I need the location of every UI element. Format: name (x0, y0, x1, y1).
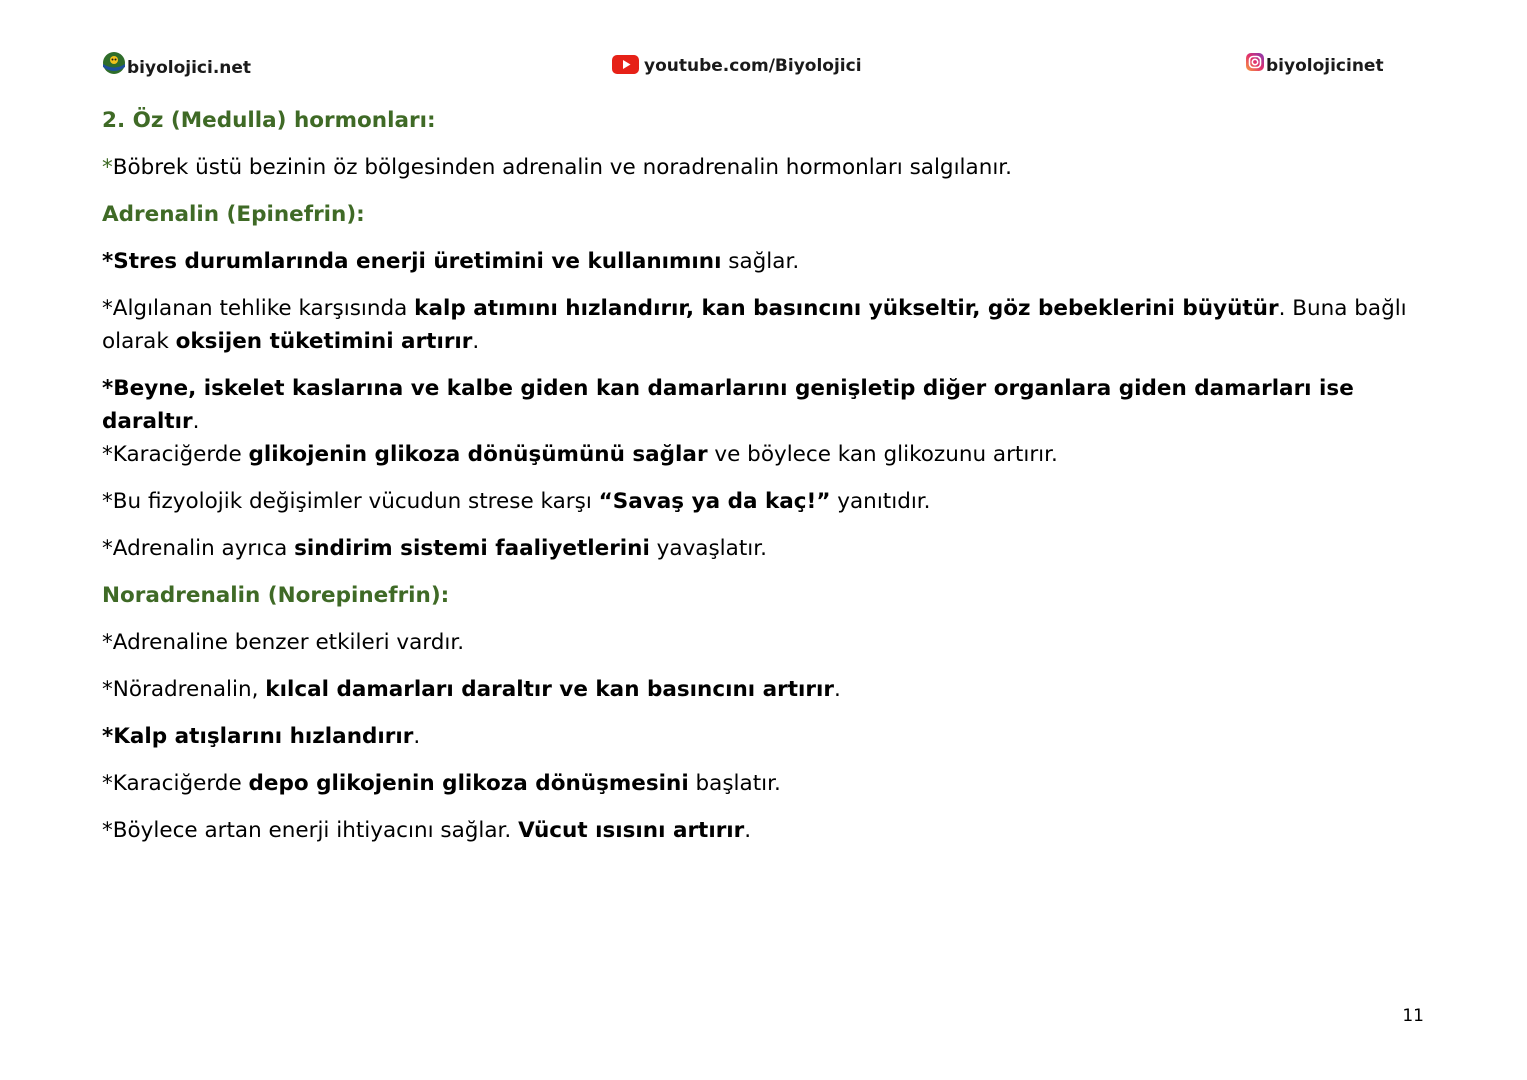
text-bold: depo glikojenin glikoza dönüşmesini (248, 771, 689, 796)
text-normal: *Bu fizyolojik değişimler vücudun strese karşı (102, 489, 599, 514)
text-bold: Vücut ısısını artırır (518, 818, 745, 843)
text-normal: *Nöradrenalin, (102, 677, 266, 702)
youtube-link-text: youtube.com/Biyolojici (644, 56, 862, 76)
noradrenalin-heading: Noradrenalin (Norepinefrin): (102, 583, 450, 608)
noradrenalin-paragraph-3 (102, 720, 1422, 753)
header-instagram[interactable] (1246, 56, 1384, 76)
text-bold: kalp atımını hızlandırır, kan basıncını yükseltir, göz bebeklerini büyütür (414, 296, 1279, 321)
adrenalin-paragraph-1 (102, 245, 1422, 278)
noradrenalin-paragraph-1: *Adrenaline benzer etkileri vardır. (102, 630, 465, 655)
text-normal: yanıtıdır. (830, 489, 931, 514)
site-name: biyolojici.net (127, 58, 252, 78)
text-bold: oksijen tüketimini artırır (175, 329, 473, 354)
adrenalin-paragraph-2 (102, 292, 1422, 358)
text-normal: . Buna bağlı olarak (102, 296, 1407, 354)
intro-paragraph (102, 151, 1422, 184)
text-normal: . (833, 677, 841, 702)
text-normal: *Karaciğerde (102, 771, 249, 796)
adrenalin-paragraph-5 (102, 485, 1422, 518)
section-title: 2. Öz (Medulla) hormonları: (102, 108, 436, 133)
text-normal: *Algılanan tehlike karşısında (102, 296, 415, 321)
text-normal: . (744, 818, 752, 843)
adrenalin-paragraph-3 (102, 372, 1422, 438)
adrenalin-paragraph-6 (102, 532, 1422, 565)
text-normal: *Adrenalin ayrıca (102, 536, 295, 561)
text-bold: kılcal damarları daraltır ve kan basıncını artırır (265, 677, 834, 702)
text-normal: yavaşlatır. (649, 536, 767, 561)
text-bold: *Stres durumlarında enerji üretimini ve kullanımını (102, 249, 722, 274)
noradrenalin-paragraph-2 (102, 673, 1422, 706)
header-youtube[interactable] (612, 56, 862, 76)
text-normal: *Karaciğerde (102, 442, 249, 467)
site-logo-icon (102, 51, 126, 75)
text-normal: başlatır. (688, 771, 781, 796)
noradrenalin-paragraph-5 (102, 814, 1422, 847)
document-body (102, 104, 1422, 861)
text-normal: . (413, 724, 421, 749)
text-bold: sindirim sistemi faaliyetlerini (294, 536, 650, 561)
text-bold: *Beyne, iskelet kaslarına ve kalbe giden kan damarlarını genişletip diğer organlara giden damarları ise daraltır (102, 376, 1354, 434)
text-normal: *Böylece artan enerji ihtiyacını sağlar. (102, 818, 519, 843)
page-number: 11 (1402, 1006, 1424, 1026)
text-bold: “Savaş ya da kaç!” (598, 489, 831, 514)
text-normal: . (472, 329, 480, 354)
intro-text: Böbrek üstü bezinin öz bölgesinden adrenalin ve noradrenalin hormonları salgılanır. (112, 155, 1012, 180)
text-bold: *Kalp atışlarını hızlandırır (102, 724, 414, 749)
text-normal: sağlar. (721, 249, 800, 274)
instagram-handle: biyolojicinet (1266, 56, 1384, 76)
adrenalin-heading: Adrenalin (Epinefrin): (102, 202, 365, 227)
instagram-icon (1246, 53, 1264, 71)
noradrenalin-paragraph-4 (102, 767, 1422, 800)
bullet-star: * (102, 155, 113, 180)
adrenalin-paragraph-4 (102, 438, 1422, 471)
youtube-icon (612, 55, 639, 74)
text-normal: . (192, 409, 200, 434)
text-normal: ve böylece kan glikozunu artırır. (707, 442, 1058, 467)
header-site[interactable] (102, 56, 251, 80)
text-bold: glikojenin glikoza dönüşümünü sağlar (248, 442, 708, 467)
